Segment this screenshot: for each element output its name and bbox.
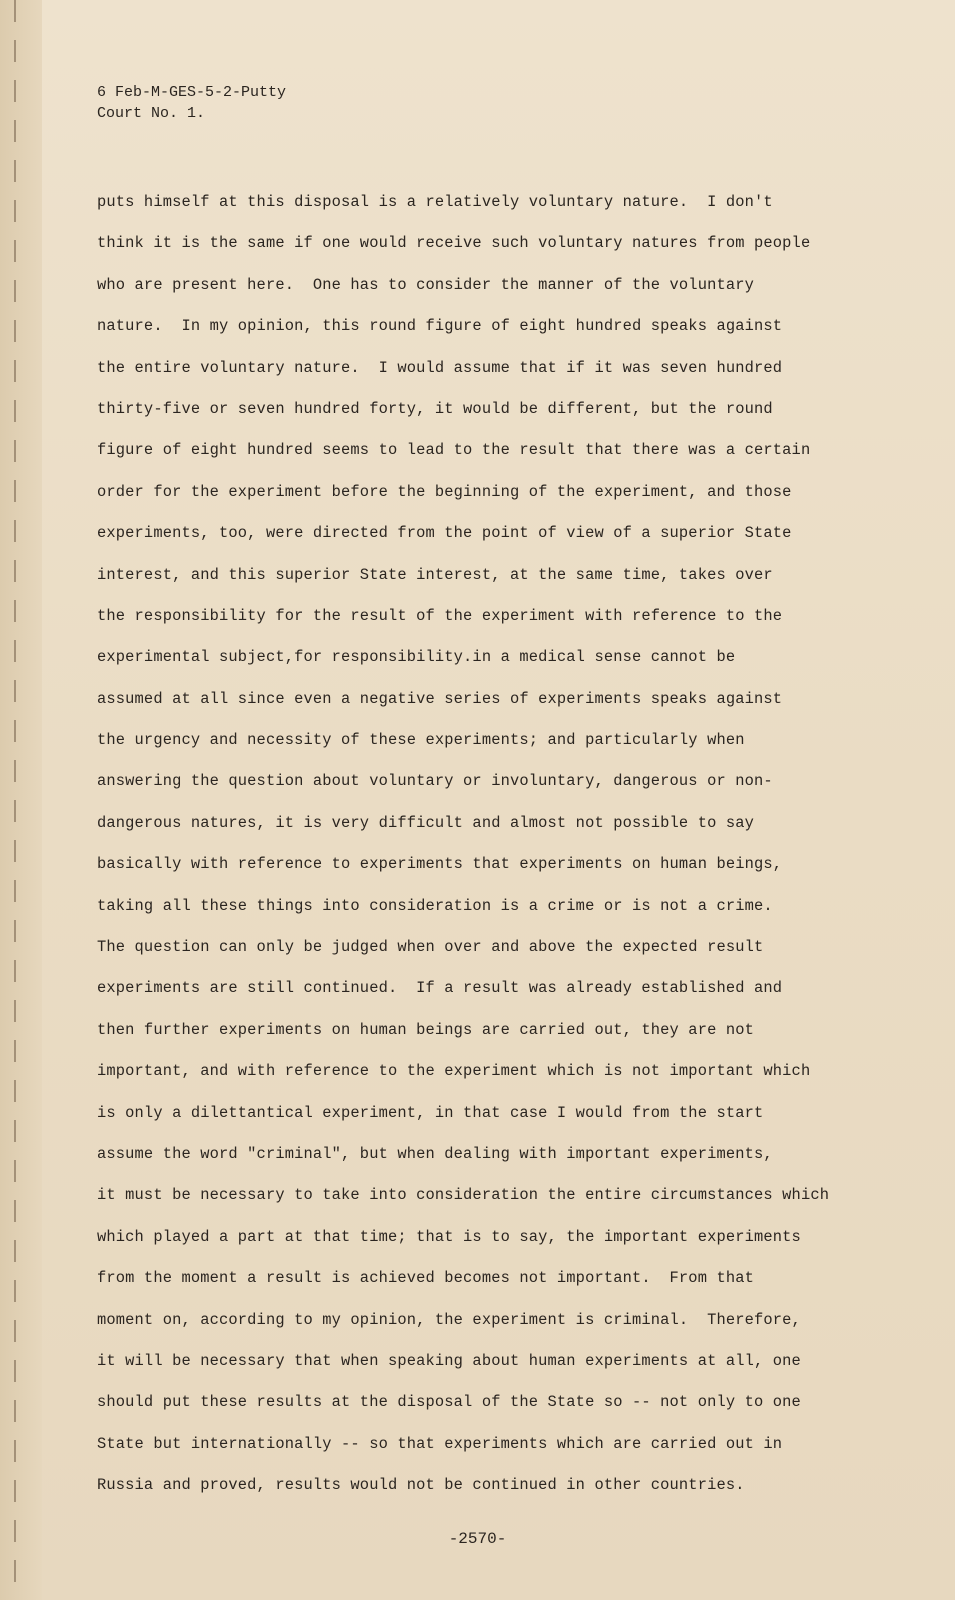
body-line: nature. In my opinion, this round figure of eight hundred speaks against (97, 317, 783, 336)
body-line: State but internationally -- so that experiments which are carried out in (97, 1434, 783, 1453)
body-line: basically with reference to experiments that experiments on human beings, (97, 855, 783, 874)
body-line: experiments, too, were directed from the point of view of a superior State (97, 524, 792, 543)
document-header (97, 82, 286, 124)
body-line: answering the question about voluntary or involuntary, dangerous or non- (97, 772, 773, 791)
body-line: dangerous natures, it is very difficult and almost not possible to say (97, 813, 755, 832)
torn-edge-marks (14, 0, 16, 1600)
header-court-line: Court No. 1. (97, 105, 206, 122)
body-line: thirty-five or seven hundred forty, it would be different, but the round (97, 399, 773, 418)
body-line: the responsibility for the result of the experiment with reference to the (97, 606, 783, 625)
body-line: think it is the same if one would receive such voluntary natures from people (97, 234, 811, 253)
body-line: is only a dilettantical experiment, in that case I would from the start (97, 1103, 764, 1122)
body-line: taking all these things into consideration is a crime or is not a crime. (97, 896, 773, 915)
body-line: from the moment a result is achieved becomes not important. From that (97, 1269, 755, 1288)
body-line: important, and with reference to the experiment which is not important which (97, 1062, 811, 1081)
body-line: assume the word "criminal", but when dealing with important experiments, (97, 1144, 773, 1163)
body-line: Russia and proved, results would not be continued in other countries. (97, 1476, 745, 1495)
page-number: -2570- (448, 1530, 507, 1548)
body-line: moment on, according to my opinion, the experiment is criminal. Therefore, (97, 1310, 801, 1329)
body-line: experimental subject,for responsibility.in a medical sense cannot be (97, 648, 736, 667)
body-line: the entire voluntary nature. I would assume that if it was seven hundred (97, 358, 783, 377)
transcript-body (97, 182, 897, 1507)
body-line: who are present here. One has to consider the manner of the voluntary (97, 275, 755, 294)
body-line: figure of eight hundred seems to lead to the result that there was a certain (97, 441, 811, 460)
body-line: assumed at all since even a negative series of experiments speaks against (97, 689, 783, 708)
body-line: which played a part at that time; that is to say, the important experiments (97, 1227, 801, 1246)
body-line: order for the experiment before the beginning of the experiment, and those (97, 482, 792, 501)
body-line: then further experiments on human beings are carried out, they are not (97, 1020, 755, 1039)
body-line: the urgency and necessity of these experiments; and particularly when (97, 731, 745, 750)
body-line: interest, and this superior State interest, at the same time, takes over (97, 565, 773, 584)
body-line: experiments are still continued. If a result was already established and (97, 979, 783, 998)
body-line: should put these results at the disposal of the State so -- not only to one (97, 1393, 801, 1412)
body-line: it will be necessary that when speaking about human experiments at all, one (97, 1351, 801, 1370)
body-line: The question can only be judged when over and above the expected result (97, 938, 764, 957)
body-line: puts himself at this disposal is a relatively voluntary nature. I don't (97, 193, 773, 211)
body-line: it must be necessary to take into consideration the entire circumstances which (97, 1186, 830, 1205)
header-reference-line: 6 Feb-M-GES-5-2-Putty (97, 84, 287, 101)
page-left-edge (0, 0, 42, 1600)
